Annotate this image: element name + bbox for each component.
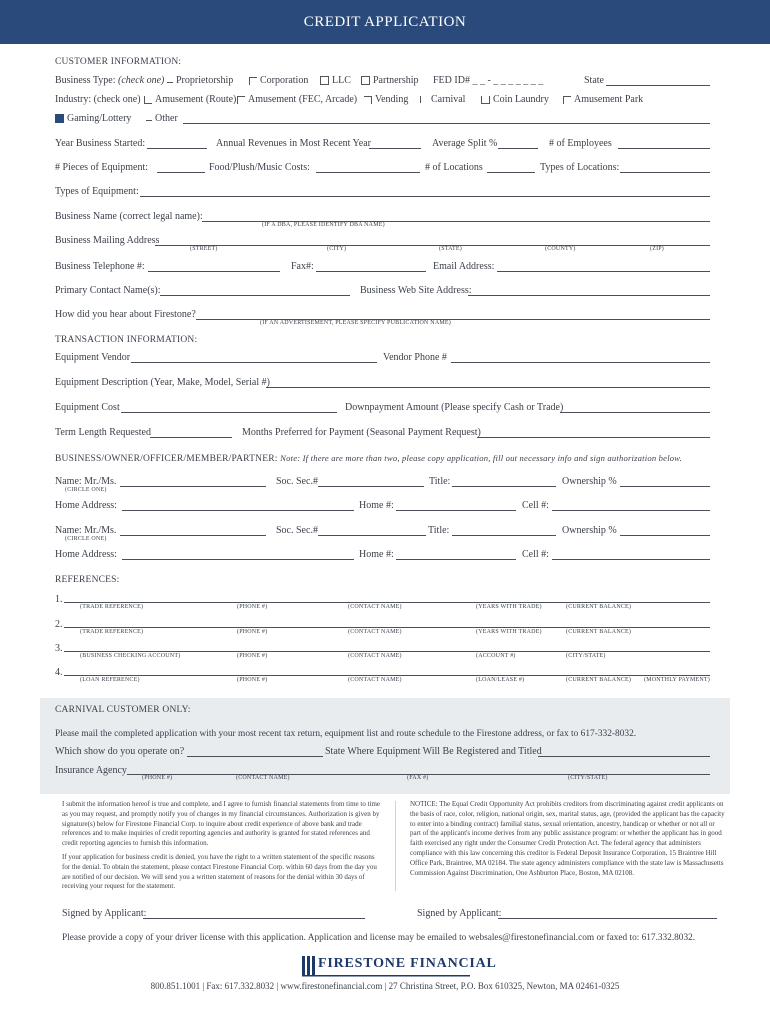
addr-zip: (ZIP)	[650, 246, 664, 252]
owner1-home-address-line[interactable]	[122, 510, 354, 511]
state-label: State	[584, 75, 604, 86]
owner2-cell-line[interactable]	[552, 559, 710, 560]
owner2-ssn-label: Soc. Sec.#	[276, 525, 318, 536]
cost-line[interactable]	[121, 412, 337, 413]
addr-city: (CITY)	[327, 246, 347, 252]
checkbox-other[interactable]: Other	[146, 113, 178, 125]
insurance-city: (CITY/STATE)	[568, 775, 608, 781]
reference-4-col-4: (LOAN/LEASE #)	[476, 677, 525, 683]
page-title: CREDIT APPLICATION	[0, 0, 770, 44]
num-locations-label: # of Locations	[425, 162, 483, 173]
industry-label: Industry: (check one)	[55, 94, 141, 105]
website-label: Business Web Site Address:	[360, 285, 472, 296]
checkbox-vending[interactable]: Vending	[364, 94, 408, 106]
carnival-instructions: Please mail the completed application with your most recent tax return, equipment list and route schedule to the Firestone address, or fax to 617-332-8032.	[55, 729, 637, 739]
legal-ecoa-notice: NOTICE: The Equal Credit Opportunity Act prohibits creditors from discriminating against credit applicants on the basis of race, color, religion, national origin, sex, marital status, age, (provided the applicant has the capacity to enter into a binding contract) familial status, sexual orientation, ancestry, handicap or whether or not all or part of the applicant's income derives from any public assistance program: or whether the applicant has in good faith exercised any right under the Consumer Credit Protection Act. The federal agency that administers compliance with this law concerning this creditor is Federal Deposit Insurance Corporation, 15 Braintree Hill Office Park, Braintree, MA 02184. The state agency administers compliance with the state law is Massachusetts Commission Against Discrimination, One Ashburton Place, Boston, MA 02108.	[410, 800, 725, 877]
checkbox-partnership[interactable]: Partnership	[361, 75, 419, 87]
food-costs-line[interactable]	[316, 172, 420, 173]
reference-3-col-3: (CONTACT NAME)	[348, 653, 402, 659]
owner2-home-phone-label: Home #:	[359, 549, 394, 560]
dba-note: (IF A DBA, PLEASE IDENTIFY DBA NAME)	[262, 222, 385, 228]
hear-note: (IF AN ADVERTISEMENT, PLEASE SPECIFY PUBLICATION NAME)	[260, 320, 451, 326]
insurance-contact: (CONTACT NAME)	[236, 775, 290, 781]
signature-1-line[interactable]	[143, 918, 365, 919]
downpayment-label: Downpayment Amount (Please specify Cash or Trade)	[345, 402, 564, 413]
owner2-title-line[interactable]	[452, 535, 556, 536]
pieces-equipment-line[interactable]	[157, 172, 205, 173]
owner1-ssn-line[interactable]	[318, 486, 424, 487]
checkbox-carnival[interactable]: Carnival	[420, 94, 465, 106]
reference-3-col-5: (CITY/STATE)	[566, 653, 606, 659]
mailing-address-label: Business Mailing Address	[55, 235, 160, 246]
employees-line[interactable]	[618, 148, 710, 149]
telephone-line[interactable]	[148, 271, 280, 272]
insurance-fax: (FAX #)	[407, 775, 429, 781]
fed-id-field[interactable]: FED ID# _ _ - _ _ _ _ _ _ _	[433, 75, 544, 86]
owner2-home-address-line[interactable]	[122, 559, 354, 560]
reference-4-num: 4.	[55, 667, 63, 678]
reference-2-num: 2.	[55, 619, 63, 630]
owner1-cell-label: Cell #:	[522, 500, 549, 511]
insurance-label: Insurance Agency	[55, 765, 127, 776]
owner2-name-label: Name: Mr./Ms.	[55, 525, 117, 536]
signature-1-label: Signed by Applicant:	[62, 908, 147, 919]
which-show-line[interactable]	[187, 756, 323, 757]
business-name-label: Business Name (correct legal name):	[55, 211, 203, 222]
reference-3-col-1: (BUSINESS CHECKING ACCOUNT)	[80, 653, 181, 659]
checkbox-llc[interactable]: LLC	[320, 75, 351, 87]
reference-3-col-2: (PHONE #)	[237, 653, 268, 659]
fax-label: Fax#:	[291, 261, 314, 272]
legal-authorization: I submit the information hereof is true and complete, and I agree to furnish financial statements from time to time as you may request, and promptly notify you of changes in my financial circumstances. Authorization is given by signature(s) below for Firestone Financial Corp. to inquire about credit experience of above bank and trade references and to make inquiries of credit reporting agencies and authority is granted for stated references and credit reporting agencies to furnish this information.	[62, 800, 381, 848]
term-label: Term Length Requested	[55, 427, 151, 438]
carnival-section-title: CARNIVAL CUSTOMER ONLY:	[55, 705, 191, 715]
owner1-home-phone-label: Home #:	[359, 500, 394, 511]
months-preferred-label: Months Preferred for Payment (Seasonal Payment Request)	[242, 427, 481, 438]
types-locations-label: Types of Locations:	[540, 162, 620, 173]
cost-label: Equipment Cost	[55, 402, 120, 413]
owner2-title-label: Title:	[428, 525, 450, 536]
fax-line[interactable]	[316, 271, 426, 272]
vendor-phone-line[interactable]	[451, 362, 710, 363]
reference-1-col-3: (CONTACT NAME)	[348, 604, 402, 610]
types-locations-line[interactable]	[620, 172, 710, 173]
owner1-title-line[interactable]	[452, 486, 556, 487]
owner1-ownership-label: Ownership %	[562, 476, 617, 487]
owner1-ssn-label: Soc. Sec.#	[276, 476, 318, 487]
num-locations-line[interactable]	[487, 172, 535, 173]
state-line[interactable]	[606, 85, 710, 86]
reference-2-col-3: (CONTACT NAME)	[348, 629, 402, 635]
checkbox-gaming[interactable]: Gaming/Lottery	[55, 113, 131, 125]
reference-3-line[interactable]	[64, 651, 710, 652]
website-line[interactable]	[468, 295, 710, 296]
insurance-phone: (PHONE #)	[142, 775, 173, 781]
pieces-equipment-label: # Pieces of Equipment:	[55, 162, 149, 173]
reference-4-col-3: (CONTACT NAME)	[348, 677, 402, 683]
vendor-phone-label: Vendor Phone #	[383, 352, 447, 363]
owner1-home-phone-line[interactable]	[396, 510, 516, 511]
checkbox-amusement-route[interactable]: Amusement (Route)	[144, 94, 236, 106]
state-registered-line[interactable]	[538, 756, 710, 757]
annual-revenues-line[interactable]	[369, 148, 421, 149]
checkbox-corporation[interactable]: Corporation	[249, 75, 308, 87]
owner1-circle-one: (CIRCLE ONE)	[65, 487, 107, 493]
average-split-label: Average Split %	[432, 138, 498, 149]
reference-4-col-2: (PHONE #)	[237, 677, 268, 683]
reference-2-col-2: (PHONE #)	[237, 629, 268, 635]
email-line[interactable]	[497, 271, 710, 272]
types-equipment-line[interactable]	[140, 196, 710, 197]
months-preferred-line[interactable]	[477, 437, 710, 438]
references-section-title: REFERENCES:	[55, 575, 120, 585]
checkbox-proprietorship[interactable]: Proprietorship	[167, 75, 233, 87]
mailing-address-line[interactable]	[155, 245, 710, 246]
primary-contact-line[interactable]	[160, 295, 350, 296]
which-show-label: Which show do you operate on?	[55, 746, 185, 757]
year-started-label: Year Business Started:	[55, 138, 146, 149]
reference-4-col-6: (MONTHLY PAYMENT)	[644, 677, 710, 683]
annual-revenues-label: Annual Revenues in Most Recent Year	[216, 138, 371, 149]
reference-4-line[interactable]	[64, 675, 710, 676]
vendor-label: Equipment Vendor	[55, 352, 131, 363]
owner1-home-address-label: Home Address:	[55, 500, 117, 511]
logo-text: FIRESTONE FINANCIAL	[318, 956, 497, 971]
types-equipment-label: Types of Equipment:	[55, 186, 139, 197]
food-costs-label: Food/Plush/Music Costs:	[209, 162, 310, 173]
addr-state: (STATE)	[439, 246, 462, 252]
reference-1-col-1: (TRADE REFERENCE)	[80, 604, 144, 610]
state-registered-label: State Where Equipment Will Be Registered and Titled	[325, 746, 542, 757]
owner1-name-label: Name: Mr./Ms.	[55, 476, 117, 487]
reference-1-col-4: (YEARS WITH TRADE)	[476, 604, 542, 610]
owner1-title-label: Title:	[429, 476, 451, 487]
legal-divider	[395, 801, 396, 891]
owner2-home-phone-line[interactable]	[396, 559, 516, 560]
hear-about-label: How did you hear about Firestone?	[55, 309, 196, 320]
owner2-cell-label: Cell #:	[522, 549, 549, 560]
owner2-ownership-line[interactable]	[620, 535, 710, 536]
owner2-circle-one: (CIRCLE ONE)	[65, 536, 107, 542]
downpayment-line[interactable]	[560, 412, 710, 413]
year-started-line[interactable]	[147, 148, 207, 149]
average-split-line[interactable]	[498, 148, 538, 149]
license-note: Please provide a copy of your driver license with this application. Application and license may be emailed to websales@firestonefinancial.com or faxed to: 617.332.8032.	[62, 933, 696, 943]
business-type-label: Business Type: (check one)	[55, 75, 165, 86]
term-line[interactable]	[150, 437, 232, 438]
description-line[interactable]	[266, 387, 710, 388]
reference-1-line[interactable]	[64, 602, 710, 603]
reference-4-col-5: (CURRENT BALANCE)	[566, 677, 632, 683]
owners-section-title: BUSINESS/OWNER/OFFICER/MEMBER/PARTNER: Note: If there are more than two, please copy application, fill out necessary info and sign authorization below.	[55, 453, 682, 464]
owner2-home-address-label: Home Address:	[55, 549, 117, 560]
owner1-cell-line[interactable]	[552, 510, 710, 511]
reference-2-col-4: (YEARS WITH TRADE)	[476, 629, 542, 635]
employees-label: # of Employees	[549, 138, 612, 149]
owner1-ownership-line[interactable]	[620, 486, 710, 487]
reference-2-line[interactable]	[64, 627, 710, 628]
checkbox-amusement-park[interactable]: Amusement Park	[563, 94, 643, 106]
reference-1-num: 1.	[55, 594, 63, 605]
addr-county: (COUNTY)	[545, 246, 576, 252]
email-label: Email Address:	[433, 261, 495, 272]
primary-contact-label: Primary Contact Name(s):	[55, 285, 161, 296]
telephone-label: Business Telephone #:	[55, 261, 145, 272]
vendor-line[interactable]	[131, 362, 377, 363]
reference-1-col-2: (PHONE #)	[237, 604, 268, 610]
signature-2-line[interactable]	[498, 918, 717, 919]
reference-3-num: 3.	[55, 643, 63, 654]
owner2-ownership-label: Ownership %	[562, 525, 617, 536]
customer-section-title: CUSTOMER INFORMATION:	[55, 57, 182, 67]
footer-contact: 800.851.1001 | Fax: 617.332.8032 | www.firestonefinancial.com | 27 Christina Street, P.O. Box 610325, Newton, MA 02461-0325	[150, 981, 620, 991]
reference-3-col-4: (ACCOUNT #)	[476, 653, 516, 659]
checkbox-coin-laundry[interactable]: Coin Laundry	[481, 94, 549, 106]
checkbox-amusement-fec[interactable]: Amusement (FEC, Arcade)	[237, 94, 357, 106]
addr-street: (STREET)	[190, 246, 218, 252]
reference-2-col-5: (CURRENT BALANCE)	[566, 629, 632, 635]
transaction-section-title: TRANSACTION INFORMATION:	[55, 335, 198, 345]
owner2-name-line[interactable]	[120, 535, 266, 536]
legal-denial-rights: If your application for business credit is denied, you have the right to a written statement of the specific reasons for the denial. To obtain the statement, please contact Firestone Financial Corp. within 60 days from the day you are notified of our decision. We will send you a written statement of reasons for the denial within 30 days of receiving your request for the statement.	[62, 853, 377, 891]
owner2-ssn-line[interactable]	[318, 535, 426, 536]
owner1-name-line[interactable]	[120, 486, 266, 487]
signature-2-label: Signed by Applicant:	[417, 908, 502, 919]
reference-4-col-1: (LOAN REFERENCE)	[80, 677, 140, 683]
other-line[interactable]	[183, 123, 710, 124]
reference-2-col-1: (TRADE REFERENCE)	[80, 629, 144, 635]
reference-1-col-5: (CURRENT BALANCE)	[566, 604, 632, 610]
description-label: Equipment Description (Year, Make, Model, Serial #)	[55, 377, 270, 388]
